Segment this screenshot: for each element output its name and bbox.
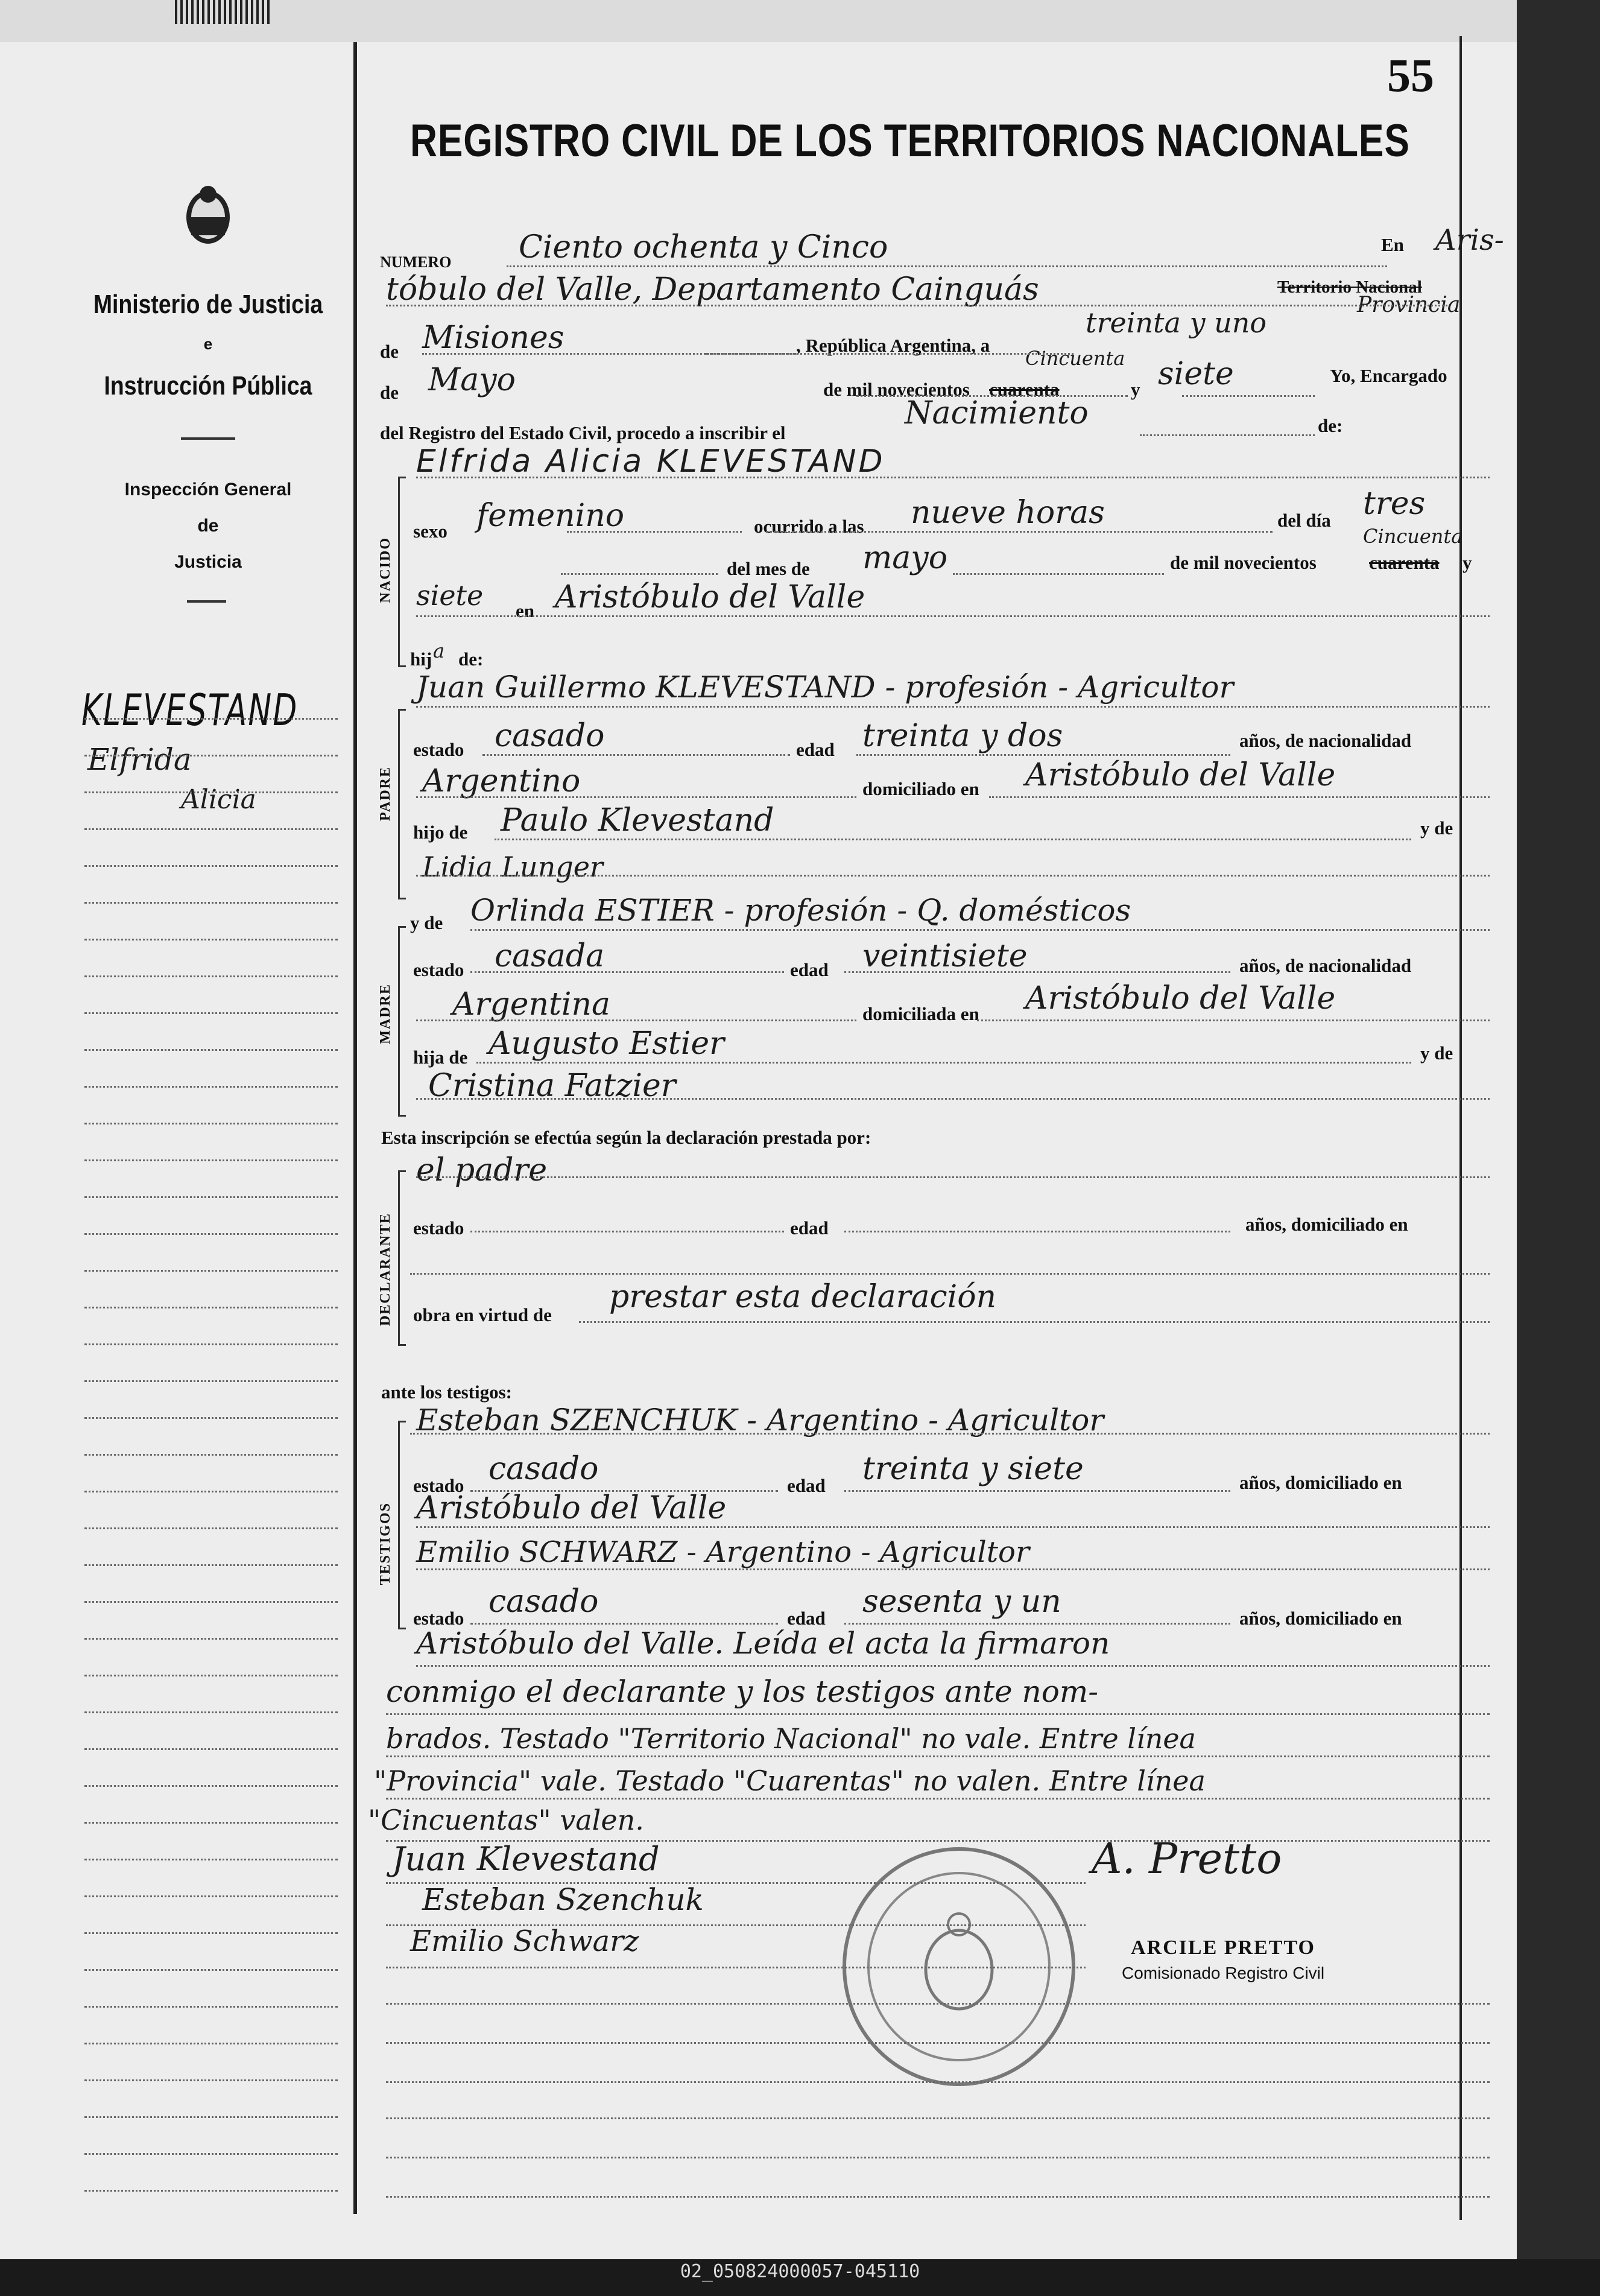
- label-declarante-estado: estado: [413, 1217, 464, 1238]
- inspection-line3: Justicia: [174, 552, 242, 572]
- value-madre-estado: casada: [495, 938, 605, 974]
- closing-line-3: brados. Testado "Territorio Nacional" no vale. Entre línea: [386, 1722, 1196, 1755]
- label-de-colon: de:: [1318, 415, 1343, 436]
- margin-line: [84, 1491, 338, 1492]
- form-line: [386, 2081, 1490, 2083]
- margin-line: [84, 1343, 338, 1345]
- margin-line: [84, 2043, 338, 2044]
- margin-line: [84, 1675, 338, 1676]
- closing-line-2: conmigo el declarante y los testigos ante nom-: [386, 1674, 1099, 1709]
- value-padre-nac: Argentino: [422, 763, 581, 799]
- label-del-registro: del Registro del Estado Civil, procedo a inscribir el: [380, 422, 786, 443]
- label-territorio: Territorio Nacional: [1277, 277, 1422, 297]
- page-number: 55: [1387, 49, 1434, 101]
- label-sexo: sexo: [413, 521, 447, 542]
- page-title: REGISTRO CIVIL DE LOS TERRITORIOS NACIONALES: [410, 115, 1410, 166]
- form-line: [386, 2042, 1490, 2044]
- label-madre-estado: estado: [413, 959, 464, 980]
- form-line: [386, 1882, 1086, 1884]
- page-edge: [1517, 0, 1600, 2259]
- form-line: [416, 1098, 1490, 1100]
- form-line: [416, 477, 1490, 478]
- signature-declarante: Juan Klevestand: [392, 1840, 660, 1878]
- margin-line: [84, 2153, 338, 2155]
- ministry-line1: Ministerio de Justicia: [93, 290, 323, 319]
- value-dia-text: treinta y uno: [1086, 306, 1267, 339]
- form-line: [416, 1526, 1490, 1528]
- margin-given2: Alicia: [181, 784, 256, 815]
- label-y: y: [1131, 379, 1140, 400]
- margin-line: [84, 1417, 338, 1419]
- value-sexo: femenino: [476, 498, 625, 534]
- value-anio-nac: siete: [416, 579, 484, 612]
- label-en-2: en: [516, 600, 534, 621]
- bracket-declarante: [398, 1170, 406, 1346]
- label-testigo1-edad: edad: [787, 1475, 826, 1496]
- margin-line: [84, 1380, 338, 1382]
- form-line: [410, 1433, 1490, 1435]
- label-padre-dom: domiciliado en: [862, 778, 979, 799]
- label-cuarenta: cuarenta: [989, 379, 1060, 400]
- bracket-testigos: [398, 1421, 406, 1629]
- form-line: [416, 796, 856, 798]
- margin-line: [84, 865, 338, 867]
- margin-line: [84, 791, 338, 793]
- official-role: Comisionado Registro Civil: [1122, 1964, 1325, 1982]
- label-de-hijo: de:: [458, 649, 484, 670]
- margin-line: [84, 718, 338, 720]
- form-line: [482, 754, 790, 756]
- label-declarante-anos: años, domiciliado en: [1245, 1214, 1408, 1235]
- form-line: [470, 971, 784, 973]
- margin-line: [84, 1748, 338, 1750]
- value-cincuenta-corr: Cincuenta: [1025, 347, 1125, 370]
- margin-line: [84, 1969, 338, 1971]
- value-hijo-suffix: a: [433, 639, 445, 662]
- label-testigo2-anos: años, domiciliado en: [1239, 1608, 1402, 1629]
- margin-surname: KLEVESTAND: [81, 685, 299, 735]
- inspection-line1: Inspección General: [124, 480, 292, 499]
- ministry-conj: e: [203, 335, 213, 353]
- closing-line-1: Aristóbulo del Valle. Leída el acta la firmaron: [416, 1626, 1110, 1661]
- margin-line: [84, 902, 338, 904]
- value-padre-dom: Aristóbulo del Valle: [1025, 757, 1336, 793]
- margin-line: [84, 1307, 338, 1308]
- value-nombre: Elfrida Alicia KLEVESTAND: [416, 443, 885, 480]
- official-name: ARCILE PRETTO: [1131, 1936, 1315, 1959]
- form-line: [470, 929, 1490, 931]
- form-line: [495, 839, 1411, 840]
- form-line: [470, 1231, 784, 1232]
- value-testigo2-edad: sesenta y un: [862, 1584, 1061, 1620]
- form-line: [386, 1755, 1490, 1757]
- margin-given1: Elfrida: [87, 742, 192, 777]
- label-hijo: hij: [410, 649, 432, 670]
- bracket-madre: [398, 926, 406, 1117]
- value-obra: prestar esta declaración: [609, 1279, 997, 1315]
- margin-line: [84, 1601, 338, 1603]
- form-line: [422, 353, 796, 355]
- margin-line: [84, 1932, 338, 1934]
- margin-line: [84, 1270, 338, 1272]
- right-margin-line: [1459, 36, 1462, 2220]
- form-line: [470, 1623, 778, 1625]
- form-line: [507, 265, 1387, 267]
- form-line: [561, 573, 718, 575]
- value-madre-nac: Argentina: [452, 986, 610, 1023]
- label-hija-de: hija de: [413, 1047, 468, 1068]
- label-de-mil: de mil novecientos: [823, 379, 970, 400]
- coat-of-arms-icon: [181, 181, 235, 247]
- form-line: [386, 305, 1447, 306]
- section-declarante-label: DECLARANTE: [378, 1213, 393, 1327]
- margin-line: [84, 1564, 338, 1566]
- form-line: [989, 796, 1490, 798]
- value-dia-nac: tres: [1363, 486, 1426, 522]
- form-line: [386, 2117, 1490, 2119]
- value-anio-unidad: siete: [1158, 356, 1234, 392]
- value-madre-nombre: Orlinda ESTIER - profesión - Q. domésticos: [470, 893, 1131, 928]
- form-line: [386, 2196, 1490, 2198]
- inspection-line2: de: [197, 516, 219, 536]
- label-numero: NUMERO: [380, 253, 452, 271]
- label-madre-anos: años, de nacionalidad: [1239, 955, 1412, 976]
- section-testigos-label: TESTIGOS: [378, 1502, 393, 1585]
- value-testigo1-nombre: Esteban SZENCHUK - Argentino - Agricultor: [416, 1403, 1104, 1438]
- value-madre-edad: veintisiete: [862, 938, 1028, 974]
- margin-line: [84, 1196, 338, 1198]
- margin-line: [84, 828, 338, 830]
- margin-line: [84, 1822, 338, 1824]
- form-line: [416, 1020, 856, 1021]
- form-line: [416, 615, 1490, 617]
- value-en-1: Aris-: [1435, 223, 1504, 257]
- value-madre-padre: Augusto Estier: [489, 1026, 725, 1062]
- margin-line: [84, 1049, 338, 1051]
- sidebar-rule: [181, 437, 235, 440]
- margin-line: [84, 1711, 338, 1713]
- form-line: [476, 1062, 1411, 1064]
- value-lugar-nac: Aristóbulo del Valle: [555, 579, 865, 615]
- form-line: [766, 531, 1273, 533]
- margin-line: [84, 1123, 338, 1124]
- value-declarante: el padre: [416, 1152, 548, 1188]
- label-madre-edad: edad: [790, 959, 829, 980]
- form-line: [1140, 434, 1315, 436]
- form-line: [579, 1321, 1490, 1323]
- label-y-2: y: [1462, 552, 1472, 573]
- value-provincia: Provincia: [1357, 293, 1461, 317]
- form-line: [386, 1713, 1490, 1715]
- label-testigo2-estado: estado: [413, 1608, 464, 1629]
- value-padre-estado: casado: [495, 718, 605, 754]
- margin-line: [84, 1895, 338, 1897]
- sidebar-rule-2: [187, 600, 226, 603]
- form-line: [953, 573, 1164, 575]
- label-testigo1-anos: años, domiciliado en: [1239, 1472, 1402, 1493]
- bracket-nacido: [398, 477, 406, 667]
- form-line: [844, 971, 1230, 973]
- form-line: [416, 1665, 1490, 1667]
- margin-line: [84, 975, 338, 977]
- value-testigo1-edad: treinta y siete: [862, 1451, 1084, 1487]
- margin-line: [84, 1012, 338, 1014]
- label-de-mil-2: de mil novecientos: [1170, 552, 1317, 573]
- value-madre-dom: Aristóbulo del Valle: [1025, 980, 1336, 1016]
- form-line: [386, 1924, 1086, 1926]
- signature-testigo2: Emilio Schwarz: [410, 1924, 639, 1958]
- margin-line: [84, 1454, 338, 1456]
- label-ocurrido: ocurrido a las: [754, 516, 864, 537]
- margin-line: [84, 2190, 338, 2192]
- label-republica: , República Argentina, a: [796, 335, 990, 356]
- margin-line: [84, 1159, 338, 1161]
- value-testigo1-dom: Aristóbulo del Valle: [416, 1490, 727, 1526]
- label-hijo-de: hijo de: [413, 822, 468, 843]
- label-madre-y-de: y de: [1420, 1042, 1453, 1064]
- value-numero: Ciento ochenta y Cinco: [519, 229, 888, 265]
- form-line: [416, 706, 1490, 708]
- signature-testigo1: Esteban Szenchuk: [422, 1882, 704, 1917]
- value-testigo1-estado: casado: [489, 1451, 599, 1487]
- label-de-1: de: [380, 341, 399, 362]
- label-obra-en-virtud: obra en virtud de: [413, 1304, 552, 1325]
- label-madre-dom: domiciliada en: [862, 1003, 979, 1024]
- label-de-2: de: [380, 382, 399, 403]
- label-padre-edad: edad: [796, 739, 835, 760]
- label-ante-testigos: ante los testigos:: [381, 1381, 512, 1403]
- margin-line: [84, 755, 338, 756]
- margin-divider: [353, 42, 357, 2214]
- margin-line: [84, 2006, 338, 2008]
- value-mes-nac: mayo: [862, 540, 947, 576]
- value-padre-padre: Paulo Klevestand: [501, 802, 774, 839]
- value-madre-madre: Cristina Fatzier: [428, 1068, 676, 1104]
- signature-official: A. Pretto: [1092, 1834, 1282, 1883]
- label-del-dia: del día: [1277, 510, 1331, 531]
- value-padre-madre: Lidia Lunger: [422, 851, 603, 883]
- margin-line: [84, 1638, 338, 1640]
- label-esta-inscripcion: Esta inscripción se efectúa según la declaración prestada por:: [381, 1127, 871, 1148]
- value-cincuenta-corr2: Cincuenta: [1363, 525, 1463, 548]
- form-line: [856, 754, 1230, 756]
- form-line: [386, 1840, 1490, 1842]
- form-line: [470, 1490, 778, 1492]
- label-padre-y-de: y de: [1420, 817, 1453, 839]
- form-line: [856, 395, 1128, 397]
- closing-line-4: "Provincia" vale. Testado "Cuarentas" no valen. Entre línea: [374, 1765, 1206, 1797]
- value-mes: Mayo: [428, 362, 516, 398]
- footer-id: 02_050824000057-045110: [680, 2261, 920, 2282]
- value-hora: nueve horas: [911, 495, 1105, 531]
- form-line: [1182, 395, 1315, 397]
- form-line: [386, 1798, 1490, 1800]
- form-line: [844, 1490, 1230, 1492]
- label-y-de-madre: y de: [410, 912, 443, 933]
- form-line: [410, 1273, 1490, 1275]
- ministry-line2: Instrucción Pública: [104, 371, 312, 401]
- margin-line: [84, 2116, 338, 2118]
- form-line: [416, 1568, 1490, 1570]
- closing-line-5: "Cincuentas" valen.: [368, 1804, 644, 1836]
- value-testigo2-estado: casado: [489, 1584, 599, 1620]
- margin-line: [84, 1233, 338, 1235]
- margin-line: [84, 1859, 338, 1860]
- margin-line: [84, 2079, 338, 2081]
- label-del-mes: del mes de: [727, 558, 810, 579]
- value-en-2: tóbulo del Valle, Departamento Cainguás: [386, 271, 1039, 308]
- form-line: [567, 531, 742, 533]
- form-line: [386, 1967, 1086, 1968]
- label-testigo1-estado: estado: [413, 1475, 464, 1496]
- label-yo: Yo, Encargado: [1330, 365, 1447, 386]
- section-nacido-label: NACIDO: [378, 537, 393, 603]
- label-cuarenta-2: cuarenta: [1369, 552, 1440, 573]
- form-line: [844, 1623, 1230, 1625]
- label-testigo2-edad: edad: [787, 1608, 826, 1629]
- margin-line: [84, 939, 338, 940]
- value-padre-nombre: Juan Guillermo KLEVESTAND - profesión - Agricultor: [416, 670, 1234, 705]
- margin-line: [84, 1086, 338, 1088]
- bracket-padre: [398, 709, 406, 899]
- value-padre-edad: treinta y dos: [862, 718, 1063, 754]
- margin-line: [84, 1785, 338, 1787]
- form-line: [416, 875, 1490, 877]
- form-line: [386, 2003, 1490, 2005]
- section-padre-label: PADRE: [378, 766, 393, 821]
- value-territorio: Misiones: [422, 320, 564, 356]
- form-line: [386, 2157, 1490, 2158]
- form-line: [977, 1020, 1490, 1021]
- label-padre-estado: estado: [413, 739, 464, 760]
- value-acto: Nacimiento: [905, 395, 1089, 431]
- value-testigo2-nombre: Emilio SCHWARZ - Argentino - Agricultor: [416, 1535, 1029, 1569]
- barcode-strip: [175, 0, 271, 24]
- label-en: En: [1381, 234, 1404, 255]
- form-line: [844, 1231, 1230, 1232]
- form-line: [416, 1176, 1490, 1178]
- label-declarante-edad: edad: [790, 1217, 829, 1238]
- margin-line: [84, 1527, 338, 1529]
- label-padre-anos: años, de nacionalidad: [1239, 730, 1412, 751]
- section-madre-label: MADRE: [378, 983, 393, 1044]
